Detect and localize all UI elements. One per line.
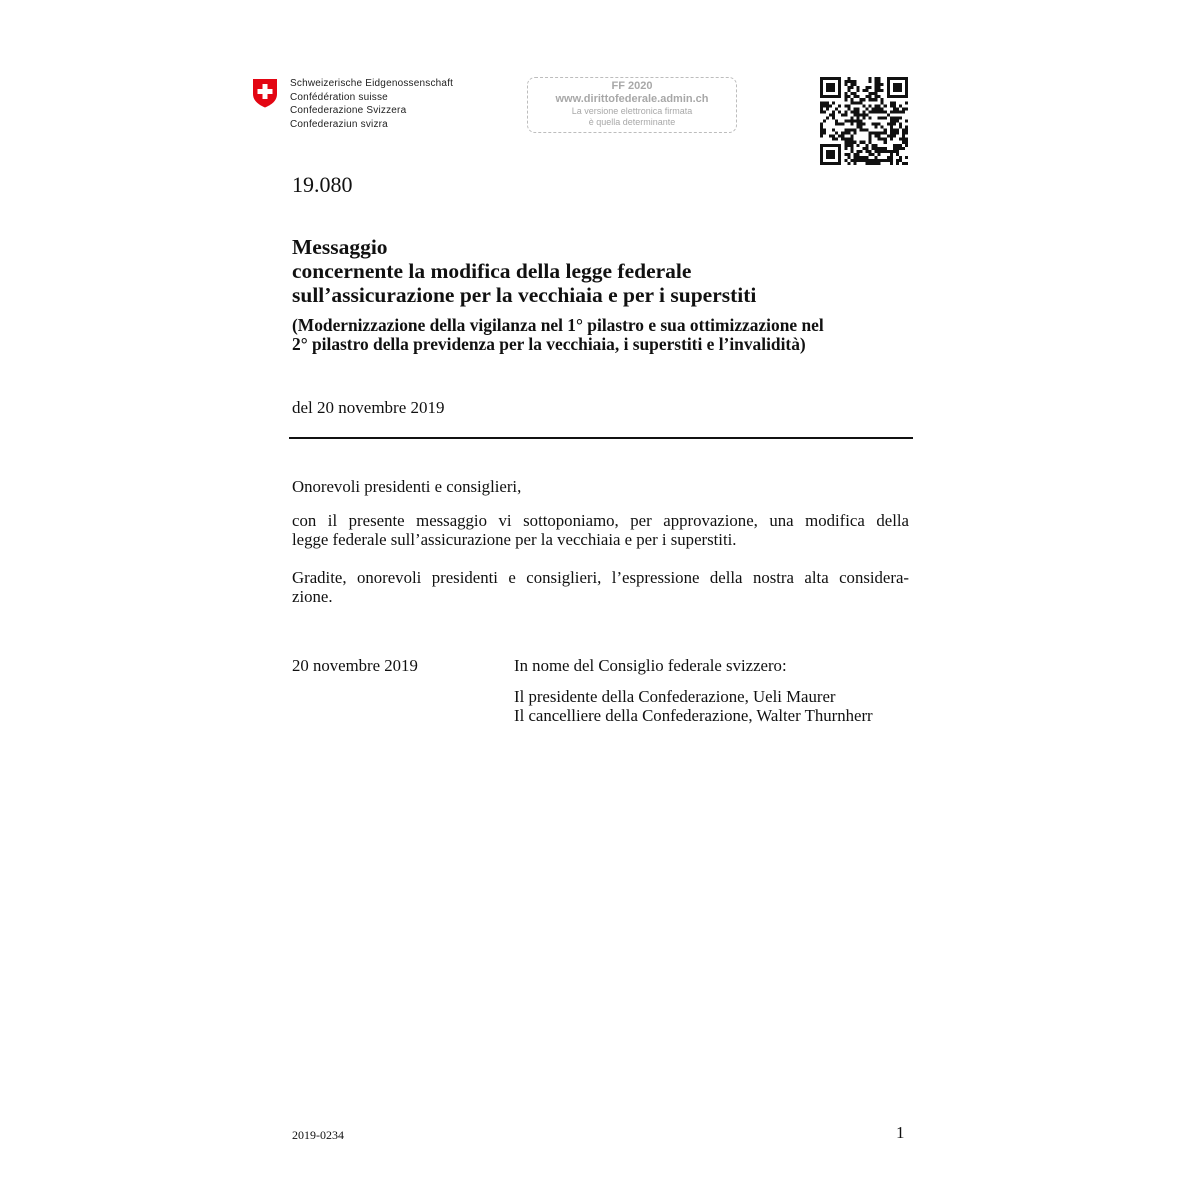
issuer-line: Confederazione Svizzera (290, 105, 407, 117)
issuer-names (290, 77, 453, 131)
document-date: del 20 novembre 2019 (292, 398, 445, 417)
horizontal-rule (289, 437, 913, 439)
issuer-line: Confédération suisse (290, 91, 388, 103)
title-line: Messaggio (292, 235, 388, 259)
issuer-line: Confederaziun svizra (290, 118, 388, 130)
issuer-line: Schweizerische Eidgenossenschaft (290, 78, 454, 89)
paragraph-line: Gradite, onorevoli presidenti e consiglieri, l’espressione della nostra alta considera- (292, 568, 909, 587)
salutation: Onorevoli presidenti e consiglieri, (292, 477, 522, 496)
paragraph-line: zione. (292, 587, 333, 606)
stamp-website: www.dirittofederale.admin.ch (555, 93, 709, 105)
document-subtitle (292, 316, 932, 353)
document-title (292, 235, 932, 307)
swiss-cross-shield-icon (252, 78, 278, 108)
signature-intro: In nome del Consiglio federale svizzero: (514, 656, 787, 675)
publication-stamp (527, 77, 737, 133)
stamp-ff-number: FF 2020 (611, 80, 653, 92)
paragraph-line: con il presente messaggio vi sottoponiamo, per approvazione, una modifica della (292, 511, 909, 530)
closing-paragraph (292, 568, 909, 606)
stamp-note-line: La versione elettronica firmata (571, 106, 693, 116)
signature-chancellor: Il cancelliere della Confederazione, Walter Thurnherr (514, 706, 873, 725)
signature-block (514, 656, 873, 725)
title-line: concernente la modifica della legge federale (292, 259, 692, 283)
qr-code-icon (820, 77, 908, 165)
footer-code: 2019-0234 (292, 1128, 344, 1142)
document-number: 19.080 (292, 172, 353, 197)
page-number: 1 (896, 1123, 905, 1142)
body-paragraph (292, 511, 909, 549)
title-line: sull’assicurazione per la vecchiaia e per i superstiti (292, 283, 757, 307)
signature-date: 20 novembre 2019 (292, 656, 418, 675)
stamp-note-line: è quella determinante (588, 117, 676, 127)
subtitle-line: 2° pilastro della previdenza per la vecchiaia, i superstiti e l’invalidità) (292, 333, 806, 354)
paragraph-line: legge federale sull’assicurazione per la vecchiaia e per i superstiti. (292, 530, 737, 549)
subtitle-line: (Modernizzazione della vigilanza nel 1° pilastro e sua ottimizzazione nel (292, 315, 824, 335)
signature-president: Il presidente della Confederazione, Ueli Maurer (514, 687, 836, 706)
